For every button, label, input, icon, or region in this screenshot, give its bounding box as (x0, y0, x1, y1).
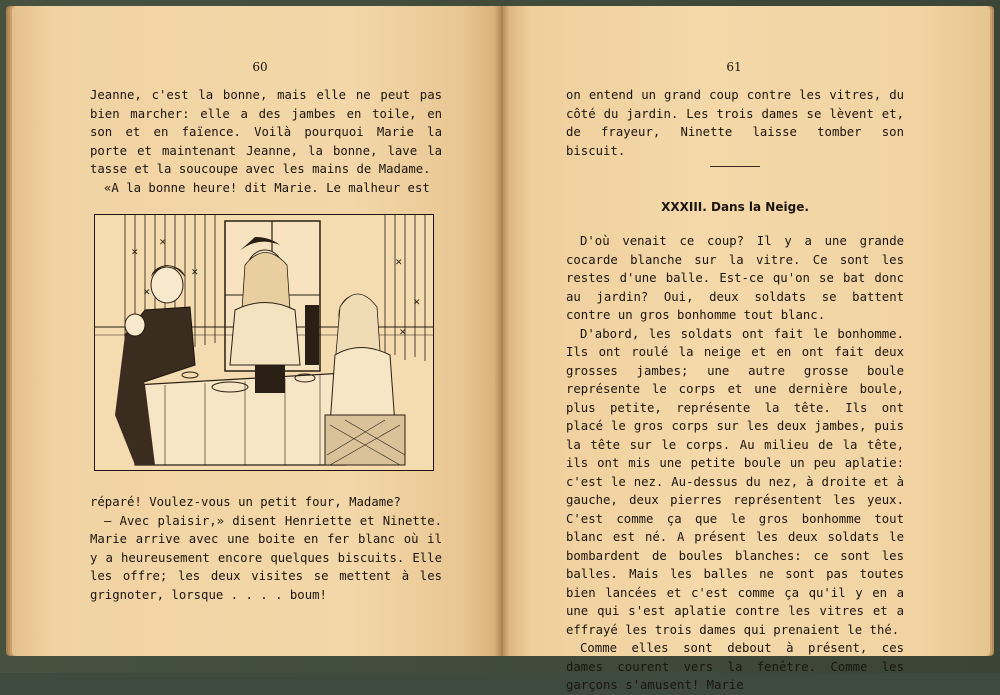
paragraph: Comme elles sont debout à présent, ces dames courent vers la fenêtre. Comme les garçons s'amusent! Marie (566, 641, 904, 692)
section-divider (710, 166, 760, 167)
svg-text:✕: ✕ (395, 258, 403, 268)
left-text-top (90, 86, 442, 197)
page-number-right: 61 (726, 60, 742, 74)
paragraph: on entend un grand coup contre les vitres, du côté du jardin. Les trois dames se lèvent et, de frayeur, Ninette laisse tomber son biscuit. (566, 88, 904, 158)
tea-party-illustration (94, 214, 434, 471)
svg-text:✕: ✕ (191, 268, 199, 278)
svg-text:✕: ✕ (131, 248, 139, 258)
right-page (502, 6, 990, 692)
page-number-left: 60 (252, 60, 268, 74)
book-gutter (494, 6, 510, 656)
left-text-bottom (90, 493, 442, 604)
svg-text:✕: ✕ (399, 328, 407, 338)
paragraph: «A la bonne heure! dit Marie. Le malheur est (104, 180, 430, 195)
paragraph: réparé! Voulez-vous un petit four, Madame? (90, 495, 401, 509)
paragraph: D'où venait ce coup? Il y a une grande cocarde blanche sur la vitre. Ce sont les restes d'une balle. Est-ce qu'on se bat donc au jardin? Oui, deux soldats se battent contre un gros bonhomme tout blanc. (566, 234, 904, 322)
paragraph: D'abord, les soldats ont fait le bonhomme. Ils ont roulé la neige et en ont fait deux grosses jambes; une autre grosse boule représente le corps et une dernière boule, plus petite, représente la tête. Ils ont placé le gros corps sur les deux jambes, puis la tête sur le corps. Au milieu de la tête, ils ont mis une petite boule un peu aplatie: c'est le nez. Au-dessus du nez, à droite et à gauche, deux pierres représentent les yeux. C'est comme ça que le gros bonhomme tout blanc est né. A présent les deux soldats le bombardent de boules blanches: ce sont les balles. Mais les balles ne sont pas toutes bien lancées et c'est comme ça qu'il y en a une qui s'est aplatie contre les vitres et a effrayé les trois dames qui prenaient le thé. (566, 326, 904, 637)
chapter-title: XXXIII. Dans la Neige. (661, 200, 809, 214)
svg-text:✕: ✕ (159, 238, 167, 248)
right-text-body (566, 232, 904, 695)
paragraph: Jeanne, c'est la bonne, mais elle ne peut pas bien marcher: elle a des jambes en toile, en son et en faïence. Voilà pourquoi Marie la porte et maintenant Jeanne, la bonne, lave la tasse et la soucoupe avec les mains de Madame. (90, 88, 442, 176)
svg-text:✕: ✕ (413, 298, 421, 308)
left-page (12, 6, 502, 656)
right-text-top (566, 86, 904, 160)
paragraph: — Avec plaisir,» disent Henriette et Ninette. Marie arrive avec une boite en fer blanc où il y a heureusement encore quelques biscuits. Elle les offre; les deux visites se mettent à les grignoter, lorsque . . . . boum! (90, 513, 442, 602)
svg-text:✕: ✕ (143, 288, 151, 298)
